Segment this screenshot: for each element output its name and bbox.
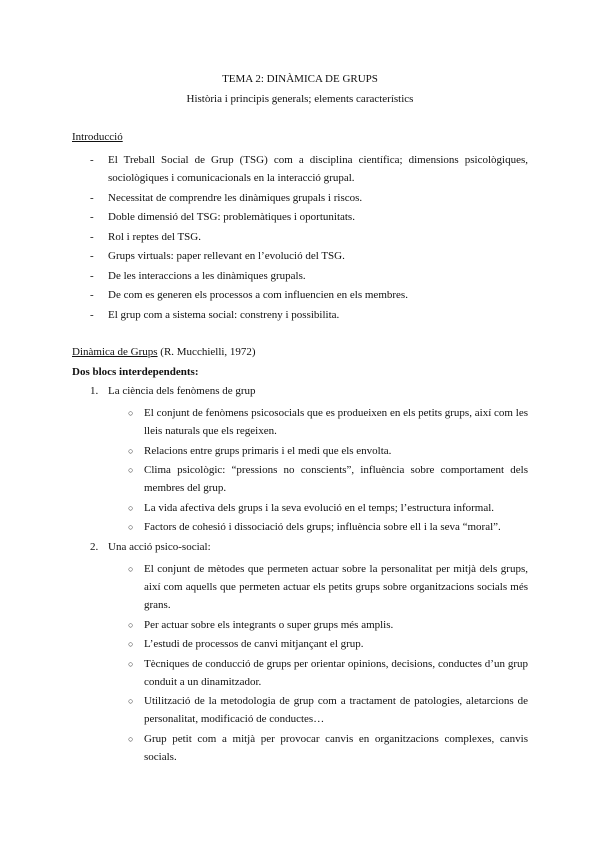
list-item: ○ Factors de cohesió i dissociació dels grups; influència sobre ell i la seva “moral”. [128, 521, 501, 533]
list-item: ○ Clima psicològic: “pressions no conscients”, influència sobre comportament dels membres del grup. [128, 464, 528, 494]
list-item: ○ Per actuar sobre els integrants o super grups més amplis. [128, 618, 394, 631]
block-2-list [72, 560, 528, 767]
block-1-list [72, 404, 528, 538]
list-item: - Rol i reptes del TSG. [90, 230, 201, 243]
block-2-number: 2. [90, 541, 99, 553]
dinamica-heading: Dinàmica de Grups [72, 346, 158, 358]
dinamica-subheading: Dos blocs interdependents: [72, 366, 199, 378]
document-subtitle: Història i principis generals; elements característics [186, 93, 414, 105]
list-item: ○ L’estudi de processos de canvi mitjançant el grup. [128, 638, 364, 650]
list-item: ○ Tècniques de conducció de grups per orientar opinions, decisions, conductes d’un grup conduit a un dinamitzador. [128, 657, 528, 688]
list-item: - El Treball Social de Grup (TSG) com a disciplina científica; dimensions psicològiques, sociològiques i comunicacionals en la interacció grupal. [90, 154, 528, 184]
list-item: - De les interaccions a les dinàmiques grupals. [90, 269, 306, 282]
list-item: ○ El conjunt de fenòmens psicosocials que es produeixen en els petits grups, així com les lleis naturals que els regeixen. [128, 407, 528, 437]
list-item: - Grups virtuals: paper rellevant en l’evolució del TSG. [90, 250, 345, 262]
intro-list [72, 151, 528, 325]
block-2-title: Una acció psico-social: [108, 541, 211, 553]
list-item: - De com es generen els processos a com influencien en els membres. [90, 289, 408, 301]
intro-heading: Introducció [72, 131, 123, 143]
dinamica-citation: (R. Mucchielli, 1972) [157, 346, 256, 358]
list-item: - Doble dimensió del TSG: problemàtiques i oportunitats. [90, 211, 355, 223]
list-item: - Necessitat de comprendre les dinàmiques grupals i riscos. [90, 191, 363, 204]
list-item: - El grup com a sistema social: constreny i possibilita. [90, 308, 340, 321]
block-1-number: 1. [90, 385, 99, 397]
dinamica-heading-line [72, 346, 256, 358]
document-title: TEMA 2: DINÀMICA DE GRUPS [222, 73, 378, 85]
list-item: ○ Utilització de la metodologia de grup com a tractament de patologies, aletarcions de personalitat, modificació de conductes… [128, 695, 528, 725]
block-1-title: La ciència dels fenòmens de grup [108, 385, 256, 397]
list-item: ○ El conjunt de mètodes que permeten actuar sobre la personalitat per mitjà dels grups, així com aquells que permeten actuar els petits grups sobre organitzacions socials més grans. [128, 563, 528, 611]
list-item: ○ Relacions entre grups primaris i el medi que els envolta. [128, 444, 392, 457]
list-item: ○ La vida afectiva dels grups i la seva evolució en el temps; l’estructura informal. [128, 501, 495, 514]
list-item: ○ Grup petit com a mitjà per provocar canvis en organitzacions complexes, canvis socials. [128, 732, 528, 763]
